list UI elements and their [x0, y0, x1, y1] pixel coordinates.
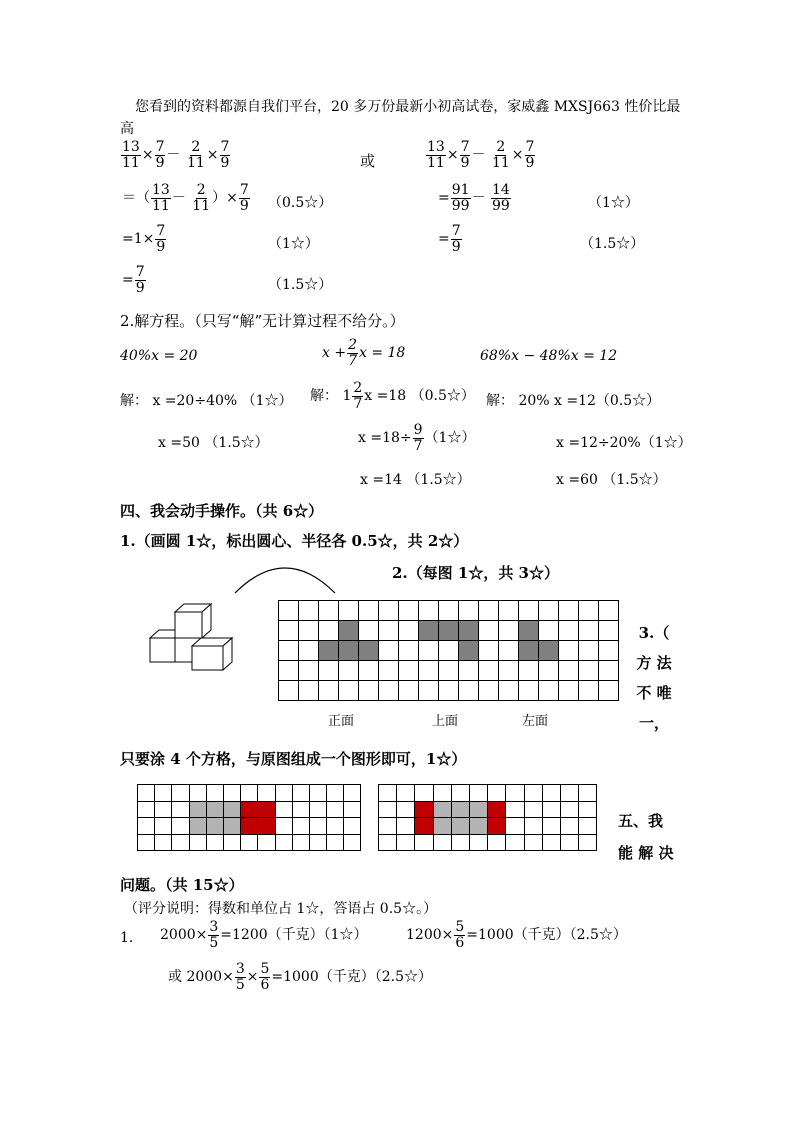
grid-cell [559, 681, 579, 701]
grid-cell [339, 621, 359, 641]
circle-arc [230, 555, 340, 595]
q2-eq3: 68%x − 48%x = 12 [480, 348, 618, 364]
grid-cell [339, 661, 359, 681]
grid-cell [488, 818, 506, 835]
problem1-line2: 或 2000× $\frac{3}{5}$ × $\frac{5}{6}$ =1000（千克）（2.5☆） [168, 961, 433, 993]
q1-right-expression: $\frac{13}{11}$ × $\frac{7}{9}$ － $\frac{2}{11}$ × $\frac{7}{9}$ [427, 139, 535, 171]
grid-cell [579, 835, 597, 852]
grid-cell [379, 818, 397, 835]
grid-cell [258, 785, 275, 802]
q2-sol2-line2: x =18÷ $\frac{9}{7}$ （1☆） [358, 422, 476, 454]
section4-title: 四、我会动手操作。（共 6☆） [120, 502, 324, 520]
grid-cell [506, 818, 524, 835]
grid-cell [279, 601, 299, 621]
grid-cell [519, 661, 539, 681]
q2-sol3-line1: 解： 20% x =12（0.5☆） [486, 393, 661, 409]
grid-cell [155, 802, 172, 819]
header-line-2: 高 [120, 121, 134, 137]
grid-cell [525, 818, 543, 835]
grid-cell [419, 621, 439, 641]
grid-cell [359, 661, 379, 681]
grid-cell [399, 641, 419, 661]
grid-cell [439, 601, 459, 621]
grid-cell [279, 621, 299, 641]
grid-cell [459, 681, 479, 701]
grid-cell [190, 818, 207, 835]
grid-cell [155, 785, 172, 802]
grid-cell [539, 641, 559, 661]
grid-cell [299, 601, 319, 621]
grid-cell [310, 818, 327, 835]
grid-cell [419, 661, 439, 681]
grid-cell [207, 785, 224, 802]
grid-cell [276, 785, 293, 802]
grid-cell [579, 681, 599, 701]
grid-cell [241, 785, 258, 802]
grid-cell [415, 818, 433, 835]
grid-cell [359, 601, 379, 621]
grid-cell [276, 835, 293, 852]
grid-cell [506, 785, 524, 802]
grid-cell [559, 601, 579, 621]
grid-cell [327, 835, 344, 852]
q2-sol1-line2: x =50 （1.5☆） [158, 435, 269, 451]
grid-cell [579, 641, 599, 661]
grid-cell [190, 835, 207, 852]
grid-cell [519, 601, 539, 621]
grid-cell [561, 835, 579, 852]
grid-cell [543, 818, 561, 835]
q1-left-expression: $\frac{13}{11}$ × $\frac{7}{9}$ － $\frac{2}{11}$ × $\frac{7}{9}$ [122, 139, 230, 171]
cube-stack-figure [148, 600, 238, 672]
grid-cell [190, 785, 207, 802]
grid-cell [258, 835, 275, 852]
grid-cell [359, 621, 379, 641]
grid-cell [506, 835, 524, 852]
grid-cell [293, 785, 310, 802]
grid-cell [258, 802, 275, 819]
grid-cell [543, 802, 561, 819]
grid-cell [319, 621, 339, 641]
label-front-view: 正面 [328, 714, 355, 729]
grid-cell [561, 818, 579, 835]
grid-cell [319, 601, 339, 621]
grid-cell [579, 818, 597, 835]
grid-cell [559, 621, 579, 641]
grid-cell [276, 802, 293, 819]
grid-cell [397, 785, 415, 802]
grid-cell [419, 641, 439, 661]
grid-cell [241, 835, 258, 852]
grid-cell [327, 802, 344, 819]
grid-cell [434, 802, 452, 819]
grid-cell [519, 681, 539, 701]
grid-cell [344, 785, 361, 802]
grid-cell [172, 835, 189, 852]
grid-cell [155, 818, 172, 835]
grid-cell [452, 802, 470, 819]
grid-cell [339, 641, 359, 661]
grid-cell [207, 802, 224, 819]
grid-cell [379, 835, 397, 852]
label-top-view: 上面 [432, 714, 459, 729]
section5-title-b: 能 解 决 [618, 844, 674, 862]
grid-cell [399, 681, 419, 701]
grid-cell [310, 802, 327, 819]
views-grid [278, 600, 619, 701]
grid-cell [470, 818, 488, 835]
grid-cell [479, 661, 499, 681]
q2-title: 2.解方程。（只写“解”无计算过程不给分。） [120, 312, 405, 330]
grid-cell [525, 785, 543, 802]
grid-cell [459, 641, 479, 661]
grid-cell [470, 802, 488, 819]
grid-cell [559, 661, 579, 681]
pattern-grid-2 [378, 784, 597, 851]
or-text: 或 [360, 152, 376, 170]
q2-eq2: x + $\frac{2}{7}$ x = 18 [322, 337, 406, 369]
grid-cell [310, 835, 327, 852]
grid-cell [488, 835, 506, 852]
section4-q2: 2.（每图 1☆，共 3☆） [392, 564, 559, 582]
grid-cell [279, 641, 299, 661]
grid-cell [319, 681, 339, 701]
grid-cell [459, 621, 479, 641]
grid-cell [224, 785, 241, 802]
grid-cell [499, 661, 519, 681]
grid-cell [359, 641, 379, 661]
grid-cell [519, 641, 539, 661]
grid-cell [479, 641, 499, 661]
grid-cell [439, 681, 459, 701]
grid-cell [293, 835, 310, 852]
grid-cell [415, 785, 433, 802]
q1-right-step2: = $\frac{7}{9}$ [438, 223, 461, 255]
header-line-1: 您看到的资料都源自我们平台，20 多万份最新小初高试卷，家威鑫 MXSJ663 性价比最 [135, 99, 681, 115]
pattern-grid-1 [137, 784, 361, 851]
grid-cell [599, 681, 619, 701]
grid-cell [599, 661, 619, 681]
grid-cell [379, 641, 399, 661]
grid-cell [579, 661, 599, 681]
problem1-line1-b: 1200× $\frac{5}{6}$ =1000（千克）（2.5☆） [406, 919, 627, 951]
grid-cell [519, 621, 539, 641]
grid-cell [397, 802, 415, 819]
problem1-number: 1. [120, 930, 134, 946]
grid-cell [499, 681, 519, 701]
q1-left-step3-score: （1.5☆） [268, 277, 333, 293]
grid-cell [415, 835, 433, 852]
q1-left-step1: ＝（ $\frac{13}{11}$ － $\frac{2}{11}$ ）× $\frac{7}{9}$ [122, 182, 249, 214]
fraction: $\frac{13}{11}$ [122, 139, 140, 171]
grid-cell [488, 785, 506, 802]
grid-cell [379, 785, 397, 802]
grid-cell [379, 621, 399, 641]
problem1-line1: 2000× $\frac{3}{5}$ =1200（千克）（1☆） [160, 919, 368, 951]
label-left-view: 左面 [522, 714, 549, 729]
grid-cell [419, 601, 439, 621]
q2-sol2-line1: 解： 1 $\frac{2}{7}$ x =18 （0.5☆） [310, 380, 475, 412]
grid-cell [415, 802, 433, 819]
grid-cell [599, 641, 619, 661]
grid-cell [379, 661, 399, 681]
grid-cell [138, 802, 155, 819]
grid-cell [439, 641, 459, 661]
grid-cell [579, 785, 597, 802]
grid-cell [506, 802, 524, 819]
q2-sol3-line3: x =60 （1.5☆） [556, 472, 667, 488]
grid-cell [499, 601, 519, 621]
grid-cell [344, 818, 361, 835]
grid-cell [293, 818, 310, 835]
grid-cell [299, 681, 319, 701]
grid-cell [241, 802, 258, 819]
grid-cell [539, 621, 559, 641]
grid-cell [224, 835, 241, 852]
q2-sol2-line3: x =14 （1.5☆） [360, 472, 471, 488]
grid-cell [138, 785, 155, 802]
grid-cell [276, 818, 293, 835]
grid-cell [525, 802, 543, 819]
q1-left-step2-score: （1☆） [268, 236, 319, 252]
q2-eq1: 40%x = 20 [120, 348, 198, 364]
grid-cell [319, 661, 339, 681]
grid-cell [299, 641, 319, 661]
grid-cell [339, 681, 359, 701]
grid-cell [279, 661, 299, 681]
grid-cell [241, 818, 258, 835]
section4-q1: 1.（画圆 1☆，标出圆心、半径各 0.5☆，共 2☆） [120, 532, 469, 550]
q1-right-step1: = $\frac{91}{99}$ － $\frac{14}{99}$ [438, 182, 510, 214]
grid-cell [452, 818, 470, 835]
grid-cell [470, 835, 488, 852]
grid-cell [224, 802, 241, 819]
grid-cell [525, 835, 543, 852]
grid-cell [299, 621, 319, 641]
grid-cell [258, 818, 275, 835]
grid-cell [279, 681, 299, 701]
q2-sol1-line1: 解： x =20÷40% （1☆） [120, 393, 293, 409]
grid-cell [539, 681, 559, 701]
grid-cell [599, 601, 619, 621]
grid-cell [499, 641, 519, 661]
grid-cell [319, 641, 339, 661]
q1-left-step1-score: （0.5☆） [268, 195, 333, 211]
grid-cell [344, 802, 361, 819]
grid-cell [561, 785, 579, 802]
grid-cell [434, 835, 452, 852]
grid-cell [452, 785, 470, 802]
grid-cell [559, 641, 579, 661]
grid-cell [310, 785, 327, 802]
grid-cell [207, 835, 224, 852]
q1-right-step2-score: （1.5☆） [580, 236, 645, 252]
grid-cell [172, 818, 189, 835]
grid-cell [172, 785, 189, 802]
q1-right-step1-score: （1☆） [588, 195, 639, 211]
grid-cell [452, 835, 470, 852]
section5-note: （评分说明：得数和单位占 1☆，答语占 0.5☆。） [124, 901, 438, 917]
grid-cell [190, 802, 207, 819]
grid-cell [488, 802, 506, 819]
grid-cell [539, 661, 559, 681]
q3-vertical-text: 3.（ 方 法 不 唯 一， [636, 624, 672, 732]
grid-cell [561, 802, 579, 819]
grid-cell [479, 681, 499, 701]
section5-title-c: 问题。（共 15☆） [120, 876, 244, 894]
grid-cell [459, 601, 479, 621]
grid-cell [339, 601, 359, 621]
grid-cell [172, 802, 189, 819]
grid-cell [399, 621, 419, 641]
section4-q3-text: 只要涂 4 个方格，与原图组成一个图形即可，1☆） [120, 750, 467, 768]
grid-cell [539, 601, 559, 621]
grid-cell [599, 621, 619, 641]
grid-cell [138, 818, 155, 835]
grid-cell [138, 835, 155, 852]
grid-cell [299, 661, 319, 681]
section5-title-a: 五、我 [618, 812, 664, 830]
grid-cell [155, 835, 172, 852]
grid-cell [399, 601, 419, 621]
grid-cell [293, 802, 310, 819]
grid-cell [579, 621, 599, 641]
grid-cell [224, 818, 241, 835]
grid-cell [543, 785, 561, 802]
grid-cell [499, 621, 519, 641]
grid-cell [479, 601, 499, 621]
grid-cell [379, 601, 399, 621]
grid-cell [479, 621, 499, 641]
grid-cell [359, 681, 379, 701]
grid-cell [434, 785, 452, 802]
grid-cell [579, 601, 599, 621]
grid-cell [379, 802, 397, 819]
grid-cell [439, 661, 459, 681]
grid-cell [439, 621, 459, 641]
grid-cell [419, 681, 439, 701]
grid-cell [579, 802, 597, 819]
q1-left-step2: =1× $\frac{7}{9}$ [122, 223, 166, 255]
grid-cell [459, 661, 479, 681]
grid-cell [397, 818, 415, 835]
grid-cell [207, 818, 224, 835]
grid-cell [327, 785, 344, 802]
grid-cell [543, 835, 561, 852]
grid-cell [470, 785, 488, 802]
grid-cell [397, 835, 415, 852]
grid-cell [434, 818, 452, 835]
q1-left-step3: = $\frac{7}{9}$ [122, 264, 145, 296]
grid-cell [344, 835, 361, 852]
grid-cell [399, 661, 419, 681]
grid-cell [327, 818, 344, 835]
q2-sol3-line2: x =12÷20%（1☆） [556, 435, 692, 451]
grid-cell [379, 681, 399, 701]
